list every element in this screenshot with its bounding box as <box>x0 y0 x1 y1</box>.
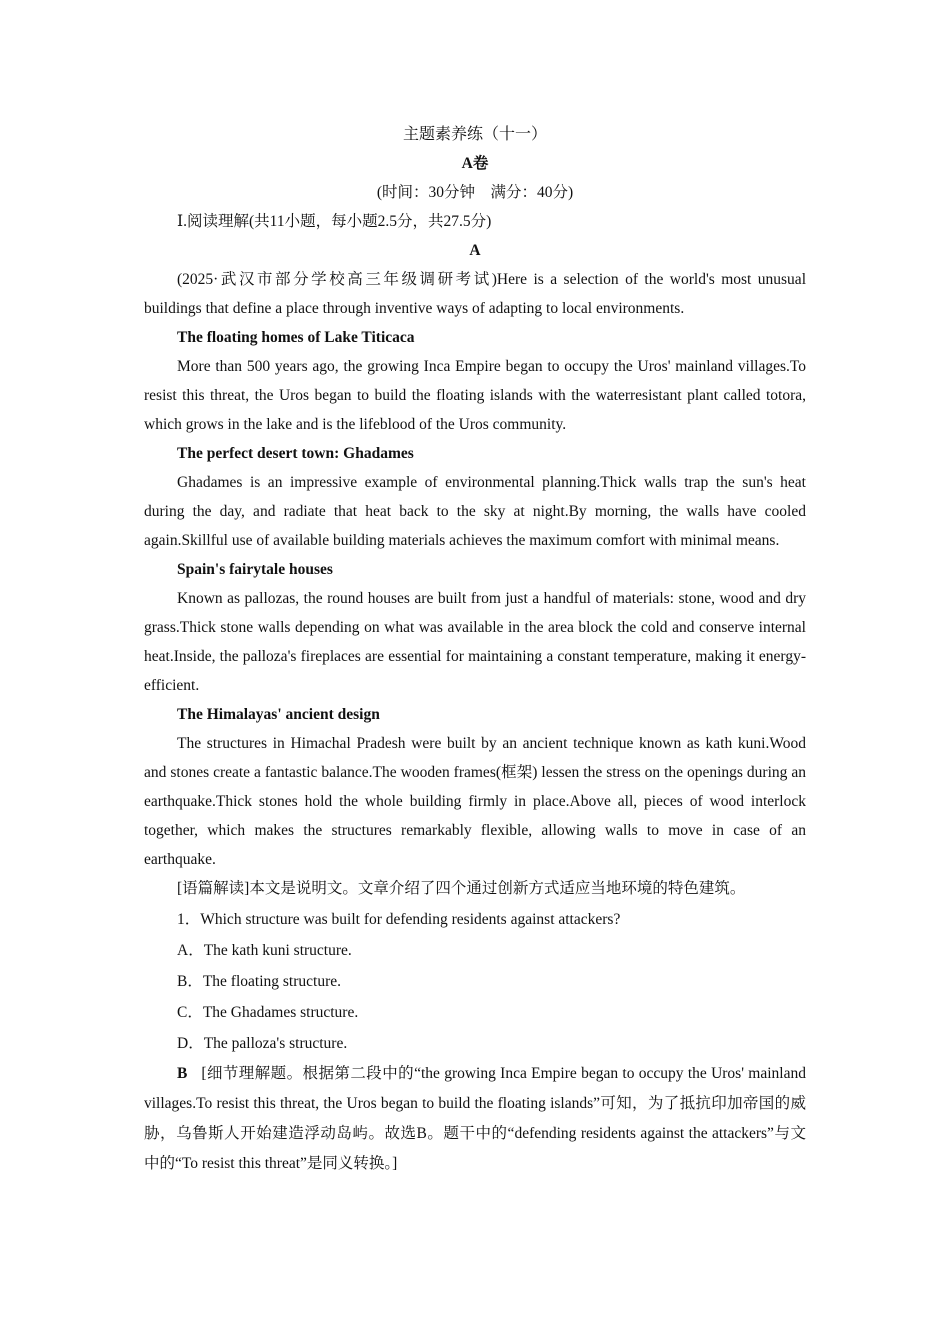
answer-letter: B <box>177 1065 188 1082</box>
option-d: D．The palloza's structure. <box>177 1035 348 1052</box>
section-heading: The Himalayas' ancient design <box>177 706 380 723</box>
option-c: C．The Ghadames structure. <box>177 1004 359 1021</box>
question-stem: 1．Which structure was built for defending residents against attackers? <box>177 911 621 928</box>
section-text: More than 500 years ago, the growing Inca Empire began to occupy the Uros' mainland villages.To resist this threat, the Uros began to build the floating islands with the waterresistant plant called totora, which grows in the lake and is the lifeblood of the Uros community. <box>144 358 806 433</box>
section-text: Ghadames is an impressive example of environmental planning.Thick walls trap the sun's heat during the day, and radiate that heat back to the sky at night.By morning, the walls have cooled again.Skillful use of available building materials achieves the maximum comfort with minimal means. <box>144 474 806 549</box>
explanation-text: [细节理解题。根据第二段中的“the growing Inca Empire began to occupy the Uros' mainland villages.To resist this threat, the Uros began to build the floating islands”可知，为了抵抗印加帝国的威胁，乌鲁斯人开始建造浮动岛屿。故选B。题干中的“defending residents against the attackers”与文中的“To resist this threat”是同义转换。] <box>144 1065 806 1172</box>
option-b: B．The floating structure. <box>177 973 341 990</box>
analysis-label: [语篇解读] <box>177 880 250 897</box>
section-info: (共11小题，每小题2.5分，共27.5分) <box>249 213 492 230</box>
time-info: (时间：30分钟 满分：40分) <box>376 184 574 201</box>
passage-intro: (2025·武汉市部分学校高三年级调研考试)Here is a selection of the world's most unusual buildings that define a place through inventive ways of adapting to local environments. <box>144 271 806 317</box>
document-page <box>144 118 806 1179</box>
section-text: The structures in Himachal Pradesh were built by an ancient technique known as kath kuni.Wood and stones create a fantastic balance.The wooden frames(框架) lessen the stress on the openings during an earthquake.Thick stones hold the whole building firmly in place.Above all, pieces of wood interlock together, which makes the structures remarkably flexible, allowing walls to move in case of an earthquake. <box>144 735 806 868</box>
passage-letter: A <box>469 242 481 259</box>
section-heading: Spain's fairytale houses <box>177 561 333 578</box>
section-heading: The perfect desert town: Ghadames <box>177 445 414 462</box>
analysis-text: 本文是说明文。文章介绍了四个通过创新方式适应当地环境的特色建筑。 <box>249 880 746 897</box>
paper-subtitle: A卷 <box>461 155 489 172</box>
section-heading: The floating homes of Lake Titicaca <box>177 329 415 346</box>
passage-analysis <box>144 874 806 903</box>
section-text: Known as pallozas, the round houses are built from just a handful of materials: stone, wood and dry grass.Thick stone walls depending on what was available in the area block the cold and conserve internal heat.Inside, the palloza's fireplaces are essential for maintaining a constant temperature, making it energyefficient. <box>144 590 806 694</box>
option-a: A．The kath kuni structure. <box>177 942 352 959</box>
page-title: 主题素养练（十一） <box>402 126 547 143</box>
section-header <box>144 207 806 236</box>
section-label: Ⅰ.阅读理解 <box>177 213 249 230</box>
answer-explanation <box>144 1059 806 1179</box>
